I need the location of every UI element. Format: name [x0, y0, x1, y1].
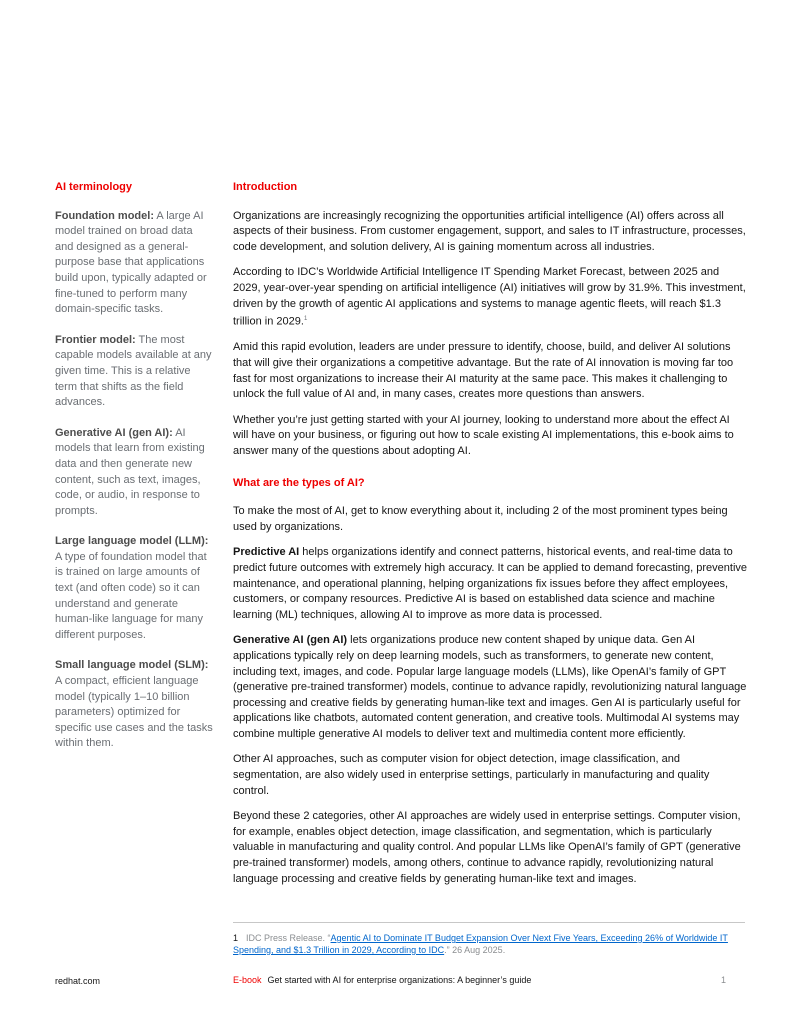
generative-ai-paragraph	[233, 633, 748, 742]
footnote-ref[interactable]: 1	[303, 316, 308, 323]
term-foundation-model	[55, 209, 213, 318]
footnote	[233, 932, 745, 956]
term-definition: A large AI model trained on broad data and designed as a general-purpose base that applications build upon, typically adapted or fine-tuned to perform many domain-specific tasks.	[55, 209, 207, 316]
main-content	[233, 180, 748, 897]
footer-title: Get started with AI for enterprise organizations: A beginner’s guide	[267, 975, 532, 985]
footer-ebook-tag: E-book	[233, 975, 262, 985]
intro-paragraph-1: Organizations are increasingly recognizing the opportunities artificial intelligence (AI) offers across all aspects of their business. From customer engagement, support, and sales to IT infrastructure, processes, code development, and solution delivery, AI is gaining momentum across all industries.	[233, 209, 746, 253]
intro-paragraph-4: Whether you’re just getting started with your AI journey, looking to understand more about the effect AI will have on your business, or figuring out how to scale existing AI implementations, this e-book aims to answer many of the questions about adopting AI.	[233, 413, 734, 457]
term-label: Large language model (LLM):	[55, 535, 209, 548]
term-label: Generative AI (gen AI):	[55, 426, 173, 439]
term-label: Foundation model:	[55, 209, 154, 222]
term-generative-ai	[55, 426, 213, 520]
intro-paragraph-2	[233, 265, 748, 330]
footer-site: redhat.com	[55, 976, 101, 986]
term-label: Small language model (SLM):	[55, 659, 209, 672]
page-number: 1	[721, 975, 727, 985]
footnote-divider	[233, 922, 745, 923]
other-approaches-paragraph: Other AI approaches, such as computer vision for object detection, image classification, and segmentation, are also widely used in enterprise settings, particularly in manufacturing and quality control.	[233, 753, 710, 797]
term-frontier-model	[55, 333, 213, 411]
paragraph-text: According to IDC’s Worldwide Artificial Intelligence IT Spending Market Forecast, between 2025 and 2029, year-over-year spending on artificial intelligence (AI) initiatives will grow by 31.9%. This investment, driven by the growth of agentic AI applications and systems to manage agentic fleets, will reach $1.3 trillion in 2029.	[233, 266, 746, 328]
term-definition: AI models that learn from existing data and then generate new content, such as text, images, code, or audio, in response to prompts.	[55, 426, 205, 517]
introduction-heading: Introduction	[233, 181, 298, 193]
terminology-sidebar	[55, 180, 213, 767]
footnote-link[interactable]: Agentic AI to Dominate IT Budget Expansion Over Next Five Years, Exceeding 26% of Worldwide IT Spending, and $1.3 Trillion in 2029, According to IDC	[233, 933, 728, 955]
footnote-number: 1	[233, 933, 239, 943]
term-definition: A type of foundation model that is trained on large amounts of text (and often code) so it can understand and generate human-like language for many different purposes.	[55, 550, 207, 641]
predictive-ai-paragraph	[233, 545, 748, 623]
term-definition: A compact, efficient language model (typically 1–10 billion parameters) optimized for specific use cases and the tasks within them.	[55, 675, 213, 750]
term-slm	[55, 658, 213, 752]
footer-doc-title	[233, 975, 531, 985]
paragraph-text: lets organizations produce new content shaped by unique data. Gen AI applications typically rely on deep learning models, such as transformers, to generate new content, including text, images, and code. Popular large language models (LLMs), like OpenAI’s family of GPT (generative pre-trained transformer) models, continue to advance rapidly, revolutionizing natural language processing and creative fields by generating human-like text and images. Gen AI is particularly useful for applications like chatbots, automated content generation, and creative tools. Multimodal AI systems may combine multiple generative AI models to deliver text and multimedia content more efficiently.	[233, 634, 747, 740]
footnote-prefix: IDC Press Release. “	[246, 933, 331, 943]
beyond-categories-paragraph: Beyond these 2 categories, other AI approaches are widely used in enterprise settings. Computer vision, for example, enables object detection, image classification, and segmentation, which is particularly valuable in manufacturing and quality control. And popular LLMs like OpenAI’s family of GPT (generative pre-trained transformer) models, among others, continue to advance rapidly, revolutionizing natural language processing and creative fields by generating human-like text and images.	[233, 810, 741, 885]
term-definition: The most capable models available at any given time. This is a relative term that shifts as the field advances.	[55, 333, 212, 409]
sidebar-heading: AI terminology	[55, 181, 133, 193]
term-llm	[55, 534, 213, 643]
types-heading: What are the types of AI?	[233, 476, 365, 489]
predictive-ai-term: Predictive AI	[233, 546, 300, 559]
term-label: Frontier model:	[55, 333, 136, 346]
paragraph-text: helps organizations identify and connect patterns, historical events, and real-time data to predict future outcomes with extremely high accuracy. It can be applied to demand forecasting, preventive maintenance, and operational planning, helping organizations fix issues before they affect employees, customers, or company resources. Predictive AI is based on established data science and machine learning (ML) techniques, allowing AI to improve as more data is processed.	[233, 546, 748, 621]
intro-paragraph-3: Amid this rapid evolution, leaders are under pressure to identify, choose, build, and deliver AI solutions that will give their organizations a competitive advantage. But the rate of AI innovation is moving far too fast for most organizations to increase their AI maturity at the same pace. This makes it challenging to unlock the full value of AI and, in many cases, creates more questions than answers.	[233, 341, 734, 401]
types-paragraph: To make the most of AI, get to know everything about it, including 2 of the most prominent types being used by organizations.	[233, 505, 728, 533]
generative-ai-term: Generative AI (gen AI)	[233, 634, 348, 647]
footnote-suffix: .” 26 Aug 2025.	[444, 945, 506, 955]
